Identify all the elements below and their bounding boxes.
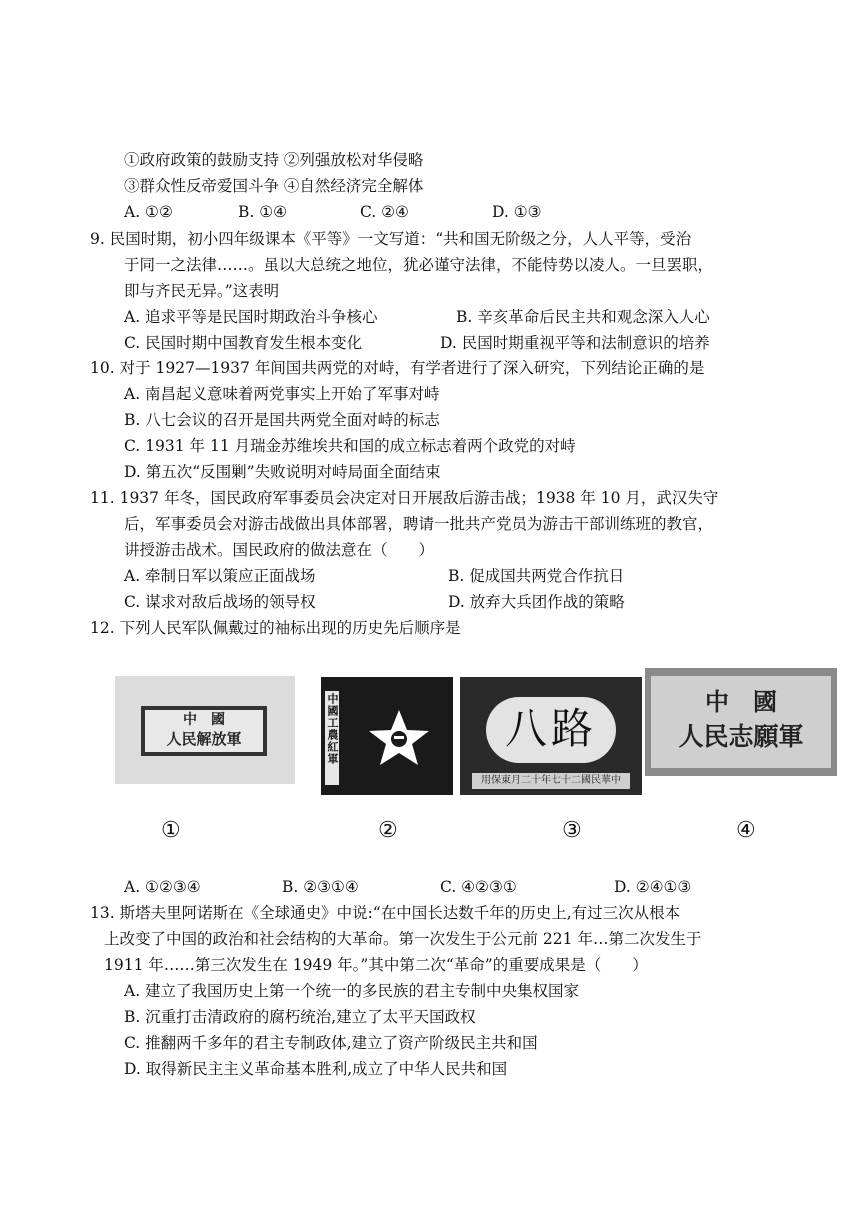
q9-stem-line-3: 即与齐民无异。”这表明 (124, 282, 280, 300)
q11-stem-line-1: 11. 1937 年冬，国民政府军事委员会决定对日开展敌后游击战；1938 年 10 月，武汉失守 (90, 489, 719, 507)
pla-armband-image (115, 676, 295, 784)
q9-stem-line-2: 于同一之法律……。虽以大总统之地位，犹必谨守法律，不能恃势以凌人。一旦罢职， (124, 256, 714, 274)
q9-option-b: B. 辛亥革命后民主共和观念深入人心 (456, 308, 710, 326)
q10-option-d: D. 第五次“反围剿”失败说明对峙局面全面结束 (124, 463, 441, 481)
q13-option-b: B. 沉重打击清政府的腐朽统治,建立了太平天国政权 (124, 1008, 476, 1026)
volunteer-army-armband-text-1: 中 國 (705, 687, 777, 716)
q11-option-c: C. 谋求对敌后战场的领导权 (124, 593, 316, 611)
q8-option-d: D. ①③ (492, 203, 542, 221)
q8-option-b: B. ①④ (238, 203, 288, 221)
q12-option-d: D. ②④①③ (614, 878, 692, 896)
image-label-2: ② (378, 818, 398, 843)
volunteer-army-armband-inner (651, 676, 831, 768)
q12-option-c: C. ④②③① (440, 878, 517, 896)
eighth-route-armband-oval (486, 697, 616, 763)
q9-stem-line-1: 9. 民国时期，初小四年级课本《平等》一文写道：“共和国无阶级之分，人人平等，受治 (90, 230, 692, 248)
pla-armband-text-2: 人民解放軍 (166, 730, 242, 748)
q10-option-c: C. 1931 年 11 月瑞金苏维埃共和国的成立标志着两个政党的对峙 (124, 437, 576, 455)
volunteer-army-armband-image (645, 668, 837, 776)
image-label-3: ③ (562, 818, 582, 843)
q13-stem-line-1: 13. 斯塔夫里阿诺斯在《全球通史》中说:“在中国长达数千年的历史上,有过三次从根本 (90, 904, 681, 922)
q10-option-a: A. 南昌起义意味着两党事实上开始了军事对峙 (124, 385, 440, 403)
q11-option-a: A. 牵制日军以策应正面战场 (124, 567, 316, 585)
q12-stem: 12. 下列人民军队佩戴过的袖标出现的历史先后顺序是 (90, 619, 461, 637)
eighth-route-armband-image (460, 677, 642, 795)
red-army-armband-image (321, 677, 453, 795)
eighth-route-armband-text: 八路 (504, 704, 597, 753)
image-label-1: ① (161, 818, 181, 843)
q9-option-d: D. 民国时期重视平等和法制意识的培养 (440, 334, 710, 352)
q9-option-c: C. 民国时期中国教育发生根本变化 (124, 334, 363, 352)
q13-stem-line-2: 上改变了中国的政治和社会结构的大革命。第一次发生于公元前 221 年…第二次发生于 (104, 930, 702, 948)
q8-option-a: A. ①② (124, 203, 173, 221)
q10-stem: 10. 对于 1927—1937 年间国共两党的对峙，有学者进行了深入研究，下列结论正确的是 (90, 359, 705, 377)
q9-option-a: A. 追求平等是民国时期政治斗争核心 (124, 308, 378, 326)
star-hammer-sickle-icon (321, 677, 453, 795)
q11-option-d: D. 放弃大兵团作战的策略 (448, 593, 625, 611)
q8-option-c: C. ②④ (360, 203, 409, 221)
pla-armband-border (141, 706, 267, 756)
image-label-4: ④ (736, 818, 756, 843)
q10-option-b: B. 八七会议的召开是国共两党全面对峙的标志 (124, 411, 440, 429)
q12-option-b: B. ②③①④ (282, 878, 359, 896)
q11-stem-line-3: 讲授游击战术。国民政府的做法意在（ ） (124, 541, 435, 559)
eighth-route-armband-bottom-text: 用保東月二十年七十二國民華中 (472, 773, 630, 789)
q11-option-b: B. 促成国共两党合作抗日 (448, 567, 625, 585)
q8-statement-line-2: ③群众性反帝爱国斗争 ④自然经济完全解体 (124, 177, 424, 195)
q13-option-a: A. 建立了我国历史上第一个统一的多民族的君主专制中央集权国家 (124, 982, 580, 1000)
q13-option-c: C. 推翻两千多年的君主专制政体,建立了资产阶级民主共和国 (124, 1034, 538, 1052)
q13-stem-line-3: 1911 年……第三次发生在 1949 年。”其中第二次“革命”的重要成果是（ ） (104, 956, 648, 974)
q8-statement-line-1: ①政府政策的鼓励支持 ②列强放松对华侵略 (124, 151, 424, 169)
q11-stem-line-2: 后，军事委员会对游击战做出具体部署，聘请一批共产党员为游击干部训练班的教官， (124, 515, 714, 533)
volunteer-army-armband-text-2: 人民志願軍 (678, 722, 804, 751)
pla-armband-text-1: 中 國 (183, 712, 225, 728)
q12-option-a: A. ①②③④ (124, 878, 201, 896)
q13-option-d: D. 取得新民主主义革命基本胜利,成立了中华人民共和国 (124, 1060, 508, 1078)
red-army-armband-text: 中國工農紅軍 (326, 693, 339, 765)
